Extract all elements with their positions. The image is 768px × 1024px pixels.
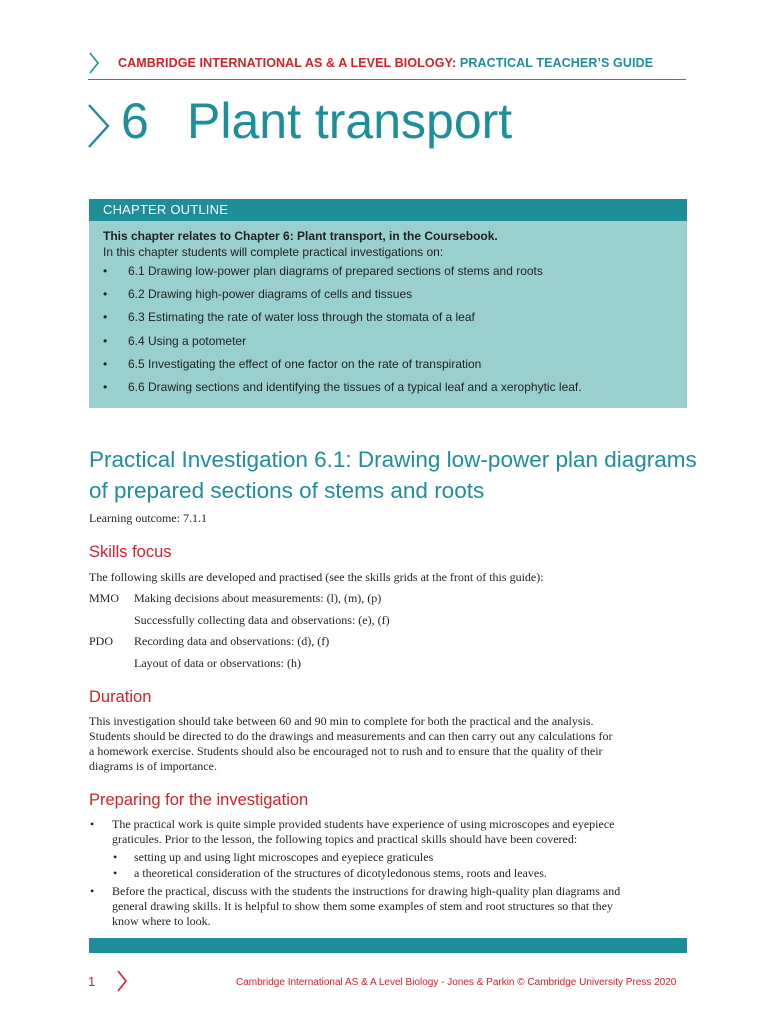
bullet-line: The practical work is quite simple provided students have experience of using microscopes and eyepiece: [112, 817, 615, 831]
section-bottom-bar: [89, 938, 687, 953]
preparing-bullet-1: [112, 817, 692, 847]
skill-code: PDO: [89, 634, 114, 648]
bullet-line: know where to look.: [112, 914, 211, 928]
outline-lead: This chapter relates to Chapter 6: Plant transport, in the Coursebook.: [103, 229, 498, 243]
skill-text: Layout of data or observations: (h): [134, 656, 301, 670]
learning-outcome: Learning outcome: 7.1.1: [89, 511, 207, 525]
preparing-heading: Preparing for the investigation: [89, 791, 309, 809]
preparing-sub-2: a theoretical consideration of the structures of dicotyledonous stems, roots and leaves.: [134, 866, 547, 880]
header-series: CAMBRIDGE INTERNATIONAL AS & A LEVEL BIOLOGY:: [118, 56, 457, 70]
chapter-outline-box: This chapter relates to Chapter 6: Plant transport, in the Coursebook. In this chapter students will complete practical investigations on: • 6.1 Drawing low-power plan diagrams of prepared sections of stems and roots • 6.2 Drawing high-power diagrams of cells and tissues • 6.3 Estimating the rate of water loss through the stomata of a leaf • 6.4 Using a potometer • 6.5 Investigating the effect of one factor on the rate of transpiration • 6.6 Drawing sections and identifying the tissues of a typical leaf and a xerophytic leaf.: [89, 221, 687, 408]
title-chevron-icon: [86, 103, 112, 149]
skill-text: Making decisions about measurements: (l), (m), (p): [134, 591, 382, 605]
bullet-line: general drawing skills. It is helpful to show them some examples of stem and root structures so that they: [112, 899, 613, 913]
sub-bullet: •: [113, 866, 118, 880]
skill-text: Successfully collecting data and observations: (e), (f): [134, 613, 390, 627]
duration-line: This investigation should take between 60 and 90 min to complete for both the practical and the analysis.: [89, 714, 594, 728]
skill-text: Recording data and observations: (d), (f): [134, 634, 330, 648]
investigation-title: Practical Investigation 6.1: Drawing low-power plan diagrams of prepared sections of stems and roots: [89, 447, 697, 503]
chapter-number: 6: [121, 93, 149, 149]
skills-intro: The following skills are developed and practised (see the skills grids at the front of this guide):: [89, 570, 544, 584]
footer-chevron-icon: [116, 970, 128, 992]
skill-code: MMO: [89, 591, 120, 605]
bullet: •: [90, 817, 95, 831]
header-rule: [88, 79, 686, 80]
preparing-bullet-2: [112, 884, 692, 929]
header-chevron-icon: [88, 52, 100, 74]
sub-bullet: •: [113, 850, 118, 864]
duration-heading: Duration: [89, 688, 152, 706]
bullet-line: Before the practical, discuss with the students the instructions for drawing high-quality plan diagrams and: [112, 884, 621, 898]
duration-paragraph: [89, 714, 689, 774]
chapter-outline-heading-bar: [89, 199, 687, 221]
chapter-outline-heading: CHAPTER OUTLINE: [103, 202, 229, 217]
preparing-sub-1: setting up and using light microscopes and eyepiece graticules: [134, 850, 434, 864]
outline-intro: In this chapter students will complete practical investigations on:: [103, 245, 444, 259]
running-header: [118, 56, 653, 70]
duration-line: Students should be directed to do the drawings and measurements and can then carry out any calculations for: [89, 729, 613, 743]
page-number: 1: [88, 974, 96, 989]
footer-credit: Cambridge International AS & A Level Biology - Jones & Parkin © Cambridge University Press 2020: [236, 977, 677, 988]
header-guide: PRACTICAL TEACHER’S GUIDE: [459, 56, 654, 70]
bullet: •: [90, 884, 95, 898]
bullet-line: graticules. Prior to the lesson, the following topics and practical skills should have been covered:: [112, 832, 578, 846]
duration-line: a homework exercise. Students should also be encouraged not to rush and to ensure that the quality of their: [89, 744, 603, 758]
skills-focus-heading: Skills focus: [89, 543, 172, 561]
chapter-title: Plant transport: [187, 93, 513, 149]
duration-line: diagrams is of importance.: [89, 759, 217, 773]
